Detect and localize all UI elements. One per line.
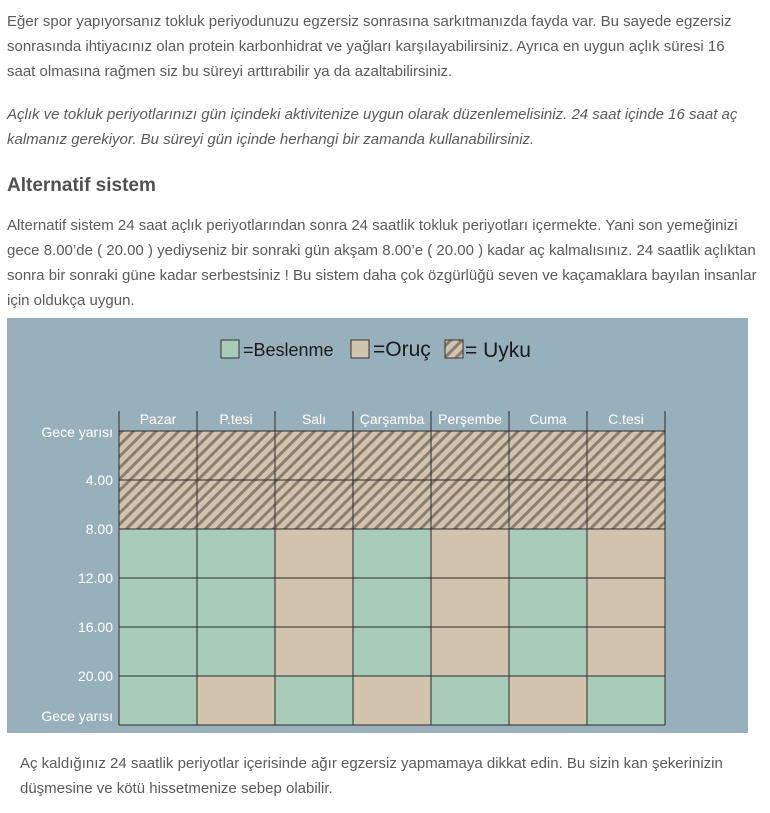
schedule-cell-fast bbox=[353, 676, 431, 725]
day-label: Pazar bbox=[139, 411, 177, 427]
schedule-cell-eat bbox=[509, 578, 587, 627]
day-label: Çarşamba bbox=[359, 411, 425, 427]
schedule-cell-eat bbox=[353, 627, 431, 676]
schedule-cell-fast bbox=[431, 627, 509, 676]
day-label: Salı bbox=[301, 411, 327, 427]
time-label: 16.00 bbox=[77, 619, 113, 635]
schedule-cell-sleep bbox=[509, 480, 587, 529]
schedule-cell-fast bbox=[275, 578, 353, 627]
time-label: 4.00 bbox=[85, 472, 113, 488]
schedule-cell-eat bbox=[353, 529, 431, 578]
schedule-cell-sleep bbox=[119, 431, 197, 480]
schedule-cell-sleep bbox=[197, 431, 275, 480]
schedule-cell-eat bbox=[197, 578, 275, 627]
day-label: C.tesi bbox=[608, 411, 644, 427]
chart-legend bbox=[221, 338, 531, 362]
schedule-cell-sleep bbox=[197, 480, 275, 529]
schedule-cell-fast bbox=[587, 627, 665, 676]
intro-paragraph: Eğer spor yapıyorsanız tokluk periyodunuzu egzersiz sonrasına sarkıtmanızda fayda var. Bu sayede egzersiz sonrasında ihtiyacınız olan protein karbonhidrat ve yağları karşılayabilirsiniz. Ayrıca en uygun açlık süresi 16 saat olmasına rağmen siz bu süreyi arttırabilir ya da azaltabilirsiniz. bbox=[7, 13, 732, 80]
day-label: Cuma bbox=[529, 411, 567, 427]
schedule-cell-fast bbox=[275, 627, 353, 676]
schedule-cell-sleep bbox=[353, 480, 431, 529]
day-label: Perşembe bbox=[438, 411, 502, 427]
schedule-cell-fast bbox=[509, 676, 587, 725]
time-label: Gece yarısı bbox=[41, 424, 113, 440]
schedule-cell-sleep bbox=[431, 480, 509, 529]
time-label: 8.00 bbox=[85, 521, 113, 537]
schedule-cell-eat bbox=[353, 578, 431, 627]
schedule-chart bbox=[7, 318, 748, 733]
legend-swatch-eat bbox=[221, 340, 239, 358]
schedule-cell-eat bbox=[197, 627, 275, 676]
time-label: Gece yarısı bbox=[41, 708, 113, 724]
schedule-grid bbox=[41, 411, 665, 725]
legend-label-sleep: = Uyku bbox=[465, 339, 531, 362]
schedule-cell-eat bbox=[119, 676, 197, 725]
alternative-system-paragraph: Alternatif sistem 24 saat açlık periyotlarından sonra 24 saatlik tokluk periyotları içermekte. Yani son yemeğinizi gece 8.00’de ( 20.00 ) yediyseniz bir sonraki gün akşam 8.00’e ( 20.00 ) kadar aç kalmalısınız. 24 saatlik açlıktan sonra bir sonraki güne kadar serbestsiniz ! Bu sistem daha çok özgürlüğü seven ve kaçamaklara bayılan insanlar için oldukça uygun. bbox=[7, 217, 757, 309]
schedule-cell-eat bbox=[119, 529, 197, 578]
schedule-cell-fast bbox=[431, 578, 509, 627]
warning-paragraph: Aç kaldığınız 24 saatlik periyotlar içerisinde ağır egzersiz yapmamaya dikkat edin. Bu sizin kan şekerinizin düşmesine ve kötü hissetmenize sebep olabilir. bbox=[20, 755, 723, 797]
schedule-cell-sleep bbox=[587, 431, 665, 480]
schedule-cell-eat bbox=[275, 676, 353, 725]
schedule-cell-eat bbox=[509, 627, 587, 676]
schedule-cell-sleep bbox=[275, 431, 353, 480]
schedule-cell-sleep bbox=[275, 480, 353, 529]
schedule-cell-eat bbox=[119, 578, 197, 627]
legend-label-fast: =Oruç bbox=[373, 338, 431, 361]
time-label: 20.00 bbox=[77, 668, 113, 684]
day-label: P.tesi bbox=[219, 411, 253, 427]
schedule-cell-fast bbox=[587, 578, 665, 627]
schedule-cell-eat bbox=[587, 676, 665, 725]
schedule-cell-sleep bbox=[509, 431, 587, 480]
schedule-cell-eat bbox=[509, 529, 587, 578]
section-heading: Alternatif sistem bbox=[7, 175, 156, 196]
schedule-cell-fast bbox=[431, 529, 509, 578]
schedule-cell-fast bbox=[275, 529, 353, 578]
schedule-cell-fast bbox=[197, 676, 275, 725]
time-label: 12.00 bbox=[77, 570, 113, 586]
schedule-cell-fast bbox=[587, 529, 665, 578]
schedule-cell-eat bbox=[119, 627, 197, 676]
schedule-cell-sleep bbox=[587, 480, 665, 529]
legend-swatch-sleep bbox=[445, 340, 463, 358]
italic-note-paragraph: Açlık ve tokluk periyotlarınızı gün içindeki aktivitenize uygun olarak düzenlemelisiniz. 24 saat içinde 16 saat aç kalmanız gerekiyor. Bu süreyi gün içinde herhangi bir zamanda kullanabilirsiniz. bbox=[7, 106, 738, 148]
legend-swatch-fast bbox=[351, 340, 369, 358]
schedule-cell-eat bbox=[431, 676, 509, 725]
schedule-cell-sleep bbox=[353, 431, 431, 480]
schedule-cell-eat bbox=[197, 529, 275, 578]
schedule-cell-sleep bbox=[119, 480, 197, 529]
schedule-cell-sleep bbox=[431, 431, 509, 480]
legend-label-eat: =Beslenme bbox=[243, 340, 334, 360]
